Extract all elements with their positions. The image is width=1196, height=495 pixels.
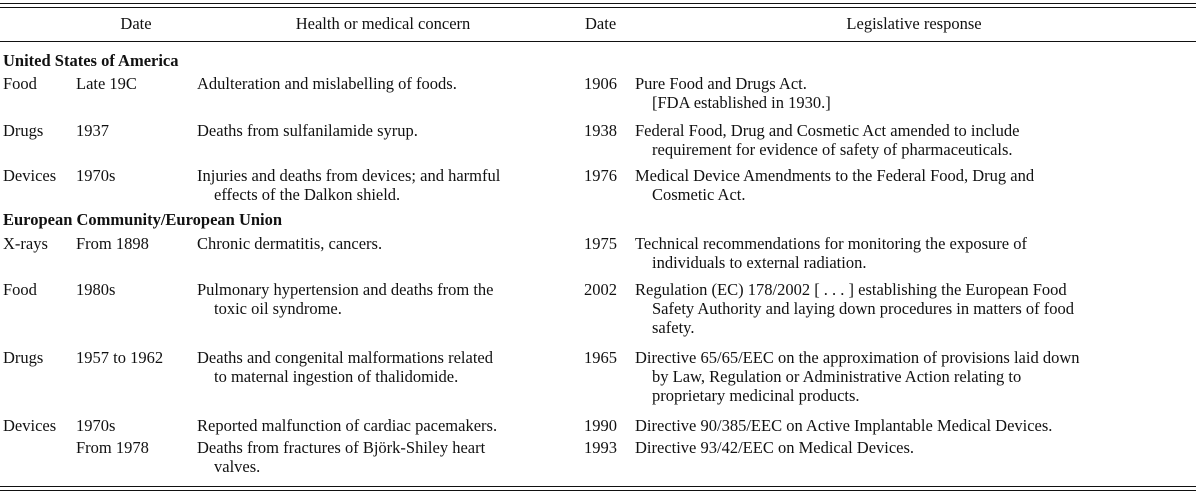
header-date-response: Date — [585, 14, 617, 33]
row-category: X-rays — [3, 234, 48, 253]
row-category: Devices — [3, 166, 57, 185]
row-date: 1957 to 1962 — [76, 348, 164, 367]
row-response — [635, 166, 1034, 204]
row-concern — [197, 234, 382, 253]
row-response-line: Cosmetic Act. — [652, 185, 746, 204]
bottom-rule-outer — [0, 490, 1196, 491]
row-concern-line: effects of the Dalkon shield. — [214, 185, 401, 204]
row-date: Late 19C — [76, 74, 137, 93]
row-date: 1980s — [76, 280, 116, 299]
row-concern-line: Injuries and deaths from devices; and harmful — [197, 166, 501, 185]
section-title: European Community/European Union — [3, 210, 283, 229]
row-response-line: proprietary medicinal products. — [652, 386, 860, 405]
row-response — [635, 121, 1019, 159]
row-response-line: Regulation (EC) 178/2002 [ . . . ] establishing the European Food — [635, 280, 1067, 299]
row-category: Food — [3, 74, 37, 93]
row-concern-line: Chronic dermatitis, cancers. — [197, 234, 383, 253]
row-response — [635, 280, 1074, 337]
row-concern-line: Deaths and congenital malformations related — [197, 348, 493, 367]
row-response-date: 1906 — [584, 74, 617, 93]
row-response-line: Directive 65/65/EEC on the approximation of provisions laid down — [635, 348, 1080, 367]
row-date: From 1898 — [76, 234, 149, 253]
header-health-concern-label: Health or medical concern — [295, 14, 471, 33]
row-response-date: 1976 — [584, 166, 617, 185]
row-concern-line: valves. — [214, 457, 261, 476]
bottom-rule-inner — [0, 486, 1196, 487]
row-concern-line: toxic oil syndrome. — [214, 299, 342, 318]
row-response-date: 1938 — [584, 121, 617, 140]
row-category: Food — [3, 280, 37, 299]
row-date: From 1978 — [76, 438, 149, 457]
row-concern — [197, 348, 493, 386]
row-response-line: Medical Device Amendments to the Federal Food, Drug and — [635, 166, 1035, 185]
row-response-line: safety. — [652, 318, 695, 337]
header-date-concern: Date — [120, 14, 152, 33]
row-date: 1970s — [76, 416, 116, 435]
row-concern-line: Pulmonary hypertension and deaths from the — [197, 280, 494, 299]
row-concern-line: Adulteration and mislabelling of foods. — [197, 74, 457, 93]
section-title: United States of America — [3, 51, 179, 70]
row-response-line: requirement for evidence of safety of pharmaceuticals. — [652, 140, 1013, 159]
row-concern — [197, 166, 500, 204]
row-response-line: [FDA established in 1930.] — [652, 93, 831, 112]
top-rule-inner — [0, 7, 1196, 8]
row-response-date: 1993 — [584, 438, 617, 457]
row-response-line: Directive 90/385/EEC on Active Implantable Medical Devices. — [635, 416, 1053, 435]
row-concern-line: Reported malfunction of cardiac pacemakers. — [197, 416, 498, 435]
row-date: 1937 — [76, 121, 109, 140]
row-response-date: 2002 — [584, 280, 617, 299]
top-rule-outer — [0, 3, 1196, 4]
row-response-line: Federal Food, Drug and Cosmetic Act amended to include — [635, 121, 1020, 140]
row-response — [635, 348, 1080, 405]
row-category: Devices — [3, 416, 57, 435]
row-concern — [197, 416, 497, 435]
header-legislative-response-label: Legislative response — [846, 14, 982, 33]
row-response-date: 1990 — [584, 416, 617, 435]
row-concern — [197, 438, 485, 476]
row-concern-line: Deaths from fractures of Björk-Shiley heart — [197, 438, 486, 457]
row-response — [635, 438, 914, 457]
row-category: Drugs — [3, 348, 44, 367]
row-category: Drugs — [3, 121, 44, 140]
row-response — [635, 416, 1052, 435]
row-concern-line: to maternal ingestion of thalidomide. — [214, 367, 459, 386]
header-rule — [0, 41, 1196, 42]
row-concern — [197, 74, 457, 93]
row-response-line: Safety Authority and laying down procedures in matters of food — [652, 299, 1075, 318]
row-response-line: Directive 93/42/EEC on Medical Devices. — [635, 438, 915, 457]
row-response-line: by Law, Regulation or Administrative Action relating to — [652, 367, 1022, 386]
row-response — [635, 74, 831, 112]
row-response-date: 1965 — [584, 348, 617, 367]
row-concern — [197, 280, 493, 318]
row-response-line: Technical recommendations for monitoring the exposure of — [635, 234, 1027, 253]
row-response-date: 1975 — [584, 234, 617, 253]
row-response — [635, 234, 1027, 272]
row-response-line: individuals to external radiation. — [652, 253, 867, 272]
row-concern-line: Deaths from sulfanilamide syrup. — [197, 121, 418, 140]
row-concern — [197, 121, 418, 140]
row-date: 1970s — [76, 166, 116, 185]
row-response-line: Pure Food and Drugs Act. — [635, 74, 807, 93]
